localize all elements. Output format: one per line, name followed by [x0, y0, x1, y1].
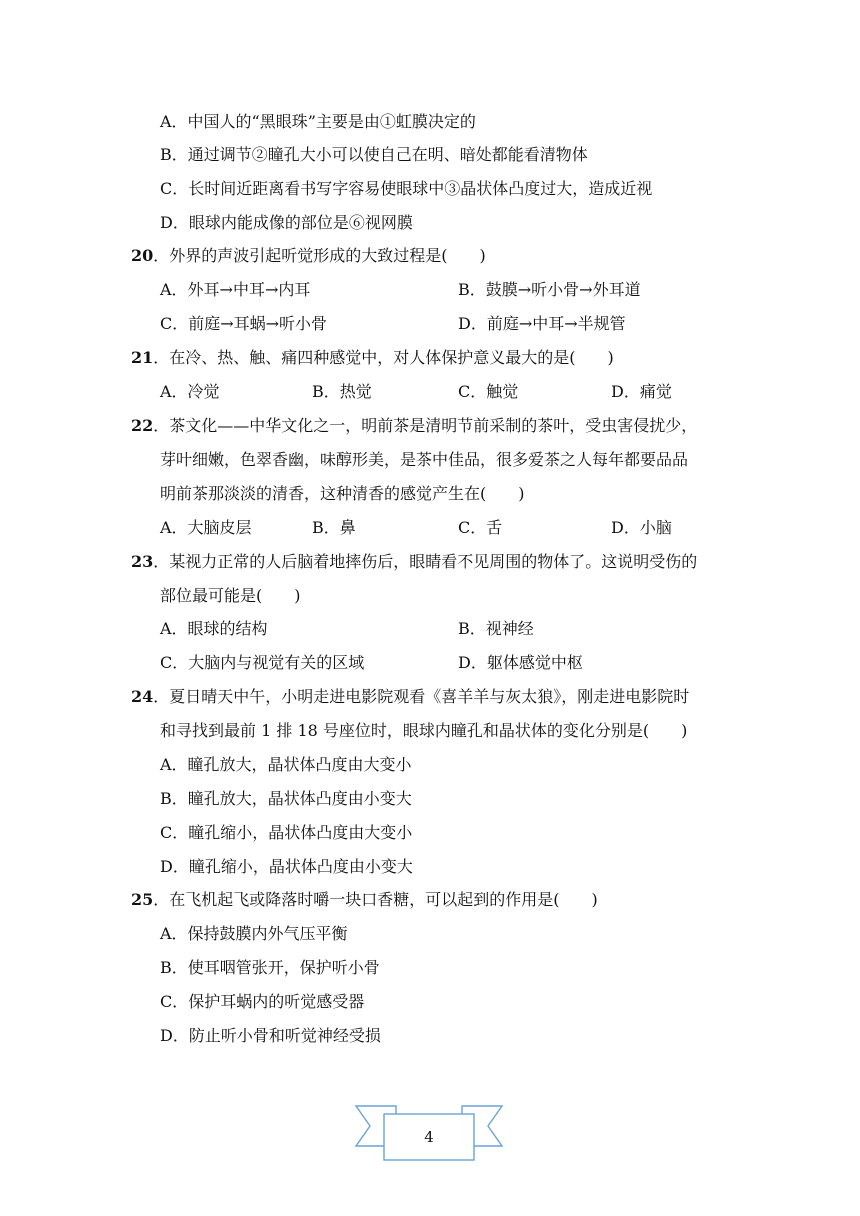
q23-stem-line-2: 部位最可能是( )	[160, 586, 301, 605]
q23-option-a: A．眼球的结构	[160, 619, 268, 638]
q20-number: 20	[131, 246, 154, 265]
q21-option-c: C．触觉	[458, 382, 519, 401]
q25-text: ．在飞机起飞或降落时嚼一块口香糖，可以起到的作用是( )	[153, 890, 598, 909]
q21-option-a: A．冷觉	[160, 382, 220, 401]
q25-number: 25	[131, 890, 154, 909]
q20-option-d: D．前庭→中耳→半规管	[458, 314, 626, 333]
q23-number: 23	[131, 552, 154, 571]
q24-number: 24	[131, 687, 154, 706]
q23-option-b: B．视神经	[458, 619, 534, 638]
q20-stem	[131, 245, 486, 267]
q24-stem-line-1	[131, 686, 689, 708]
q25-option-b: B．使耳咽管张开，保护听小骨	[160, 958, 380, 977]
q21-option-b: B．热觉	[312, 382, 372, 401]
q22-number: 22	[131, 416, 154, 435]
q24-stem-line-2: 和寻找到最前 1 排 18 号座位时，眼球内瞳孔和晶状体的变化分别是( )	[160, 721, 688, 740]
q25-option-d: D．防止听小骨和听觉神经受损	[160, 1026, 381, 1045]
q20-option-b: B．鼓膜→听小骨→外耳道	[458, 280, 641, 299]
q23-option-d: D．躯体感觉中枢	[458, 653, 583, 672]
page-footer	[354, 1104, 504, 1164]
q21-stem	[131, 347, 614, 369]
q21-text: ．在冷、热、触、痛四种感觉中，对人体保护意义最大的是( )	[153, 348, 614, 367]
q25-option-c: C．保护耳蜗内的听觉感受器	[160, 992, 365, 1011]
q24-option-b: B．瞳孔放大，晶状体凸度由小变大	[160, 789, 412, 808]
q19-option-d: D．眼球内能成像的部位是⑥视网膜	[160, 213, 413, 232]
q21-number: 21	[131, 348, 154, 367]
q24-option-a: A．瞳孔放大，晶状体凸度由大变小	[160, 755, 412, 774]
q22-stem-line-2: 芽叶细嫩，色翠香幽，味醇形美，是茶中佳品，很多爱茶之人每年都要品品	[160, 450, 689, 469]
q19-option-c: C．长时间近距离看书写字容易使眼球中③晶状体凸度过大，造成近视	[160, 179, 653, 198]
q23-option-c: C．大脑内与视觉有关的区域	[160, 653, 365, 672]
q23-stem-line-1	[131, 551, 697, 573]
q19-option-a: A．中国人的“黑眼珠”主要是由①虹膜决定的	[160, 112, 476, 131]
q25-option-a: A．保持鼓膜内外气压平衡	[160, 924, 348, 943]
q24-option-c: C．瞳孔缩小，晶状体凸度由大变小	[160, 823, 413, 842]
q21-option-d: D．痛觉	[611, 382, 672, 401]
q24-text-1: ．夏日晴天中午，小明走进电影院观看《喜羊羊与灰太狼》，刚走进电影院时	[153, 687, 690, 706]
q22-option-a: A．大脑皮层	[160, 518, 252, 537]
q22-stem-line-3: 明前茶那淡淡的清香，这种清香的感觉产生在( )	[160, 484, 525, 503]
page-number: 4	[424, 1128, 434, 1146]
q23-text-1: ．某视力正常的人后脑着地摔伤后，眼睛看不见周围的物体了。这说明受伤的	[153, 552, 698, 571]
q19-option-b: B．通过调节②瞳孔大小可以使自己在明、暗处都能看清物体	[160, 145, 588, 164]
q22-option-d: D．小脑	[611, 518, 672, 537]
q24-option-d: D．瞳孔缩小，晶状体凸度由小变大	[160, 857, 413, 876]
q22-option-b: B．鼻	[312, 518, 356, 537]
q22-stem-line-1	[131, 415, 697, 437]
q22-text-1: ．茶文化——中华文化之一，明前茶是清明节前采制的茶叶，受虫害侵扰少，	[153, 416, 698, 435]
q22-option-c: C．舌	[458, 518, 503, 537]
q25-stem	[131, 889, 598, 911]
q20-option-a: A．外耳→中耳→内耳	[160, 280, 311, 299]
q20-text: ．外界的声波引起听觉形成的大致过程是( )	[153, 246, 486, 265]
q20-option-c: C．前庭→耳蜗→听小骨	[160, 314, 328, 333]
